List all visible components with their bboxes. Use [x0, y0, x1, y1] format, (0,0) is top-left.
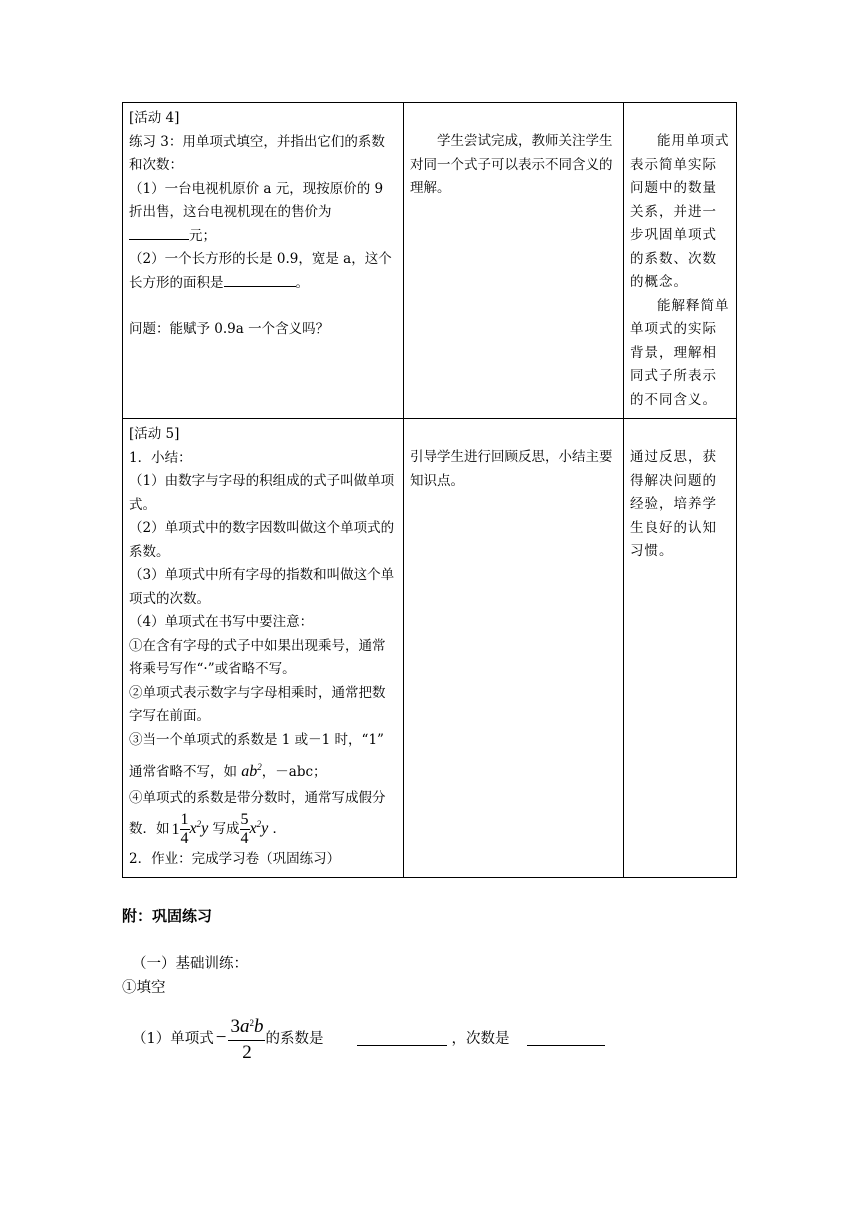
- homework: 2．作业：完成学习卷（巩固练习）: [129, 850, 341, 867]
- answer-blank[interactable]: [129, 225, 189, 240]
- activity4-q2: （2）一个长方形的长是 0.9，宽是 a，这个长方形的面积是 。: [129, 251, 392, 291]
- activity5-row: [123, 419, 737, 878]
- coefficient-blank[interactable]: [357, 1029, 447, 1046]
- lesson-table: [122, 102, 737, 878]
- appendix-title: 附：巩固练习: [122, 907, 213, 925]
- formula-mixed-fraction: 1: [171, 820, 180, 838]
- degree-blank[interactable]: [527, 1029, 605, 1046]
- formula-3a2b-over-2: $\frac{3a^2b}{2}$: [228, 1010, 265, 1065]
- activity4-q1: （1）一台电视机原价 a 元，现按原价的 9 折出售，这台电视机现在的售价为: [129, 180, 384, 220]
- section-title: （一）基础训练：: [132, 956, 248, 972]
- activity4-content: [活动 4] 练习 3：用单项式填空，并指出它们的系数和次数： （1）一台电视机原价 a 元，现按原价的 9 折出售，这台电视机现在的售价为 元； （2）一个长方形的长是 0.9，宽是 a，这个长方形的面积是 。 问题：能赋予 0.9a 一个含义吗？: [123, 103, 404, 419]
- activity4-exercise: 练习 3：用单项式填空，并指出它们的系数和次数：: [129, 133, 385, 173]
- formula-improper-fraction: $\frac{5}{4}$: [240, 810, 249, 847]
- activity4-intent: 能用单项式表示简单实际问题中的数量关系，并进一步巩固单项式的系数、次数的概念。 能解释简单单项式的实际背景，理解相同式子所表示的不同含义。: [624, 103, 737, 419]
- question-1: （1）单项式 − $\frac{3a^2b}{2}$ 的系数是 ，次数是: [132, 1010, 605, 1065]
- activity4-teacher-student: 学生尝试完成，教师关注学生对同一个式子可以表示不同含义的理解。: [404, 103, 624, 419]
- answer-blank[interactable]: [224, 272, 296, 287]
- activity4-heading: [活动 4]: [129, 110, 180, 126]
- activity4-question: 问题：能赋予 0.9a 一个含义吗？: [129, 321, 330, 337]
- activity5-content: [活动 5] 1．小结： （1）由数字与字母的积组成的式子叫做单项式。 （2）单项式中的数字因数叫做这个单项式的系数。 （3）单项式中所有字母的指数和叫做这个单项式的次数。 （4）单项式在书写中要注意： ①在含有字母的式子中如果出现乘号，通常将乘号写作“·”或省略不写。 ②单项式表示数字与字母相乘时，通常把数字写在前面。 ③当一个单项式的系数是 1 或－1 时，“1” 通常省略不写，如 $ab^2$，－abc； ④单项式的系数是带分数时，通常写成假分数．如 1 $\frac{1}{4}$ $x^2y$ 写成 $\frac{5}{4}$ $x^2y$ ． 2．作业：完成学习卷（巩固练习）: [123, 419, 404, 878]
- activity5-heading: [活动 5]: [129, 426, 180, 442]
- activity5-intent: 通过反思，获得解决问题的经验，培养学生良好的认知习惯。: [624, 419, 737, 878]
- activity4-row: [123, 103, 737, 419]
- formula-ab2: $ab^2$: [241, 762, 262, 780]
- fill-title: ①填空: [122, 980, 166, 996]
- activity5-teacher-student: 引导学生进行回顾反思，小结主要知识点。: [404, 419, 624, 878]
